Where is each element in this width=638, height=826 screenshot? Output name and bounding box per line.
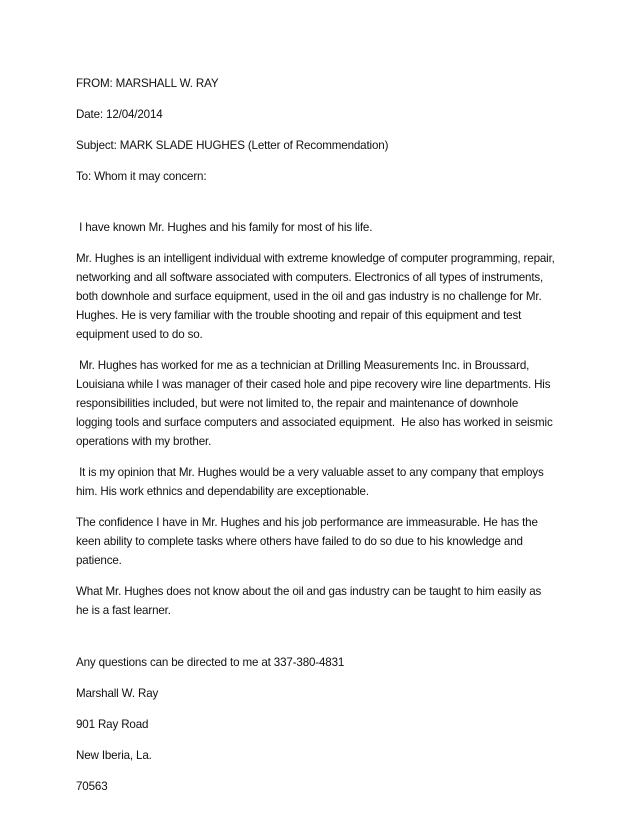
spacer xyxy=(76,632,556,653)
paragraph-confidence: The confidence I have in Mr. Hughes and his job performance are immeasurable. He has the keen ability to complete tasks where others have failed to do so due to his knowledge and patience. xyxy=(76,516,538,567)
contact-line: Any questions can be directed to me at 337-380-4831 xyxy=(76,656,345,669)
paragraph-technical-skills: Mr. Hughes is an intelligent individual with extreme knowledge of computer programming, repair, networking and all software associated with computers. Electronics of all types of instruments, both downhole and surface equipment, used in the oil and gas industry is no challenge for Mr. Hughes. He is very familiar with the trouble shooting and repair of this equipment and test equipment used to do so. xyxy=(76,252,555,341)
to-line: To: Whom it may concern: xyxy=(76,170,207,183)
paragraph-fast-learner: What Mr. Hughes does not know about the oil and gas industry can be taught to him easily as he is a fast learner. xyxy=(76,585,542,617)
paragraph-work-history: Mr. Hughes has worked for me as a technician at Drilling Measurements Inc. in Broussard, Louisiana while I was manager of their cased hole and pipe recovery wire line departments. His responsibilities included, but were not limited to, the repair and maintenance of downhole logging tools and surface computers and associated equipment. He also has worked in seismic operations with my brother. xyxy=(76,359,556,448)
date-line: Date: 12/04/2014 xyxy=(76,108,163,121)
spacer xyxy=(76,198,556,218)
letter-body xyxy=(76,74,556,808)
address-zip: 70563 xyxy=(76,780,108,793)
address-city: New Iberia, La. xyxy=(76,749,152,762)
address-street: 901 Ray Road xyxy=(76,718,149,731)
from-line: FROM: MARSHALL W. RAY xyxy=(76,77,219,90)
signature-name: Marshall W. Ray xyxy=(76,687,159,700)
paragraph-known-family: I have known Mr. Hughes and his family for most of his life. xyxy=(76,221,373,234)
subject-line: Subject: MARK SLADE HUGHES (Letter of Recommendation) xyxy=(76,139,389,152)
paragraph-opinion: It is my opinion that Mr. Hughes would be a very valuable asset to any company that employs him. His work ethnics and dependability are exceptionable. xyxy=(76,466,547,498)
